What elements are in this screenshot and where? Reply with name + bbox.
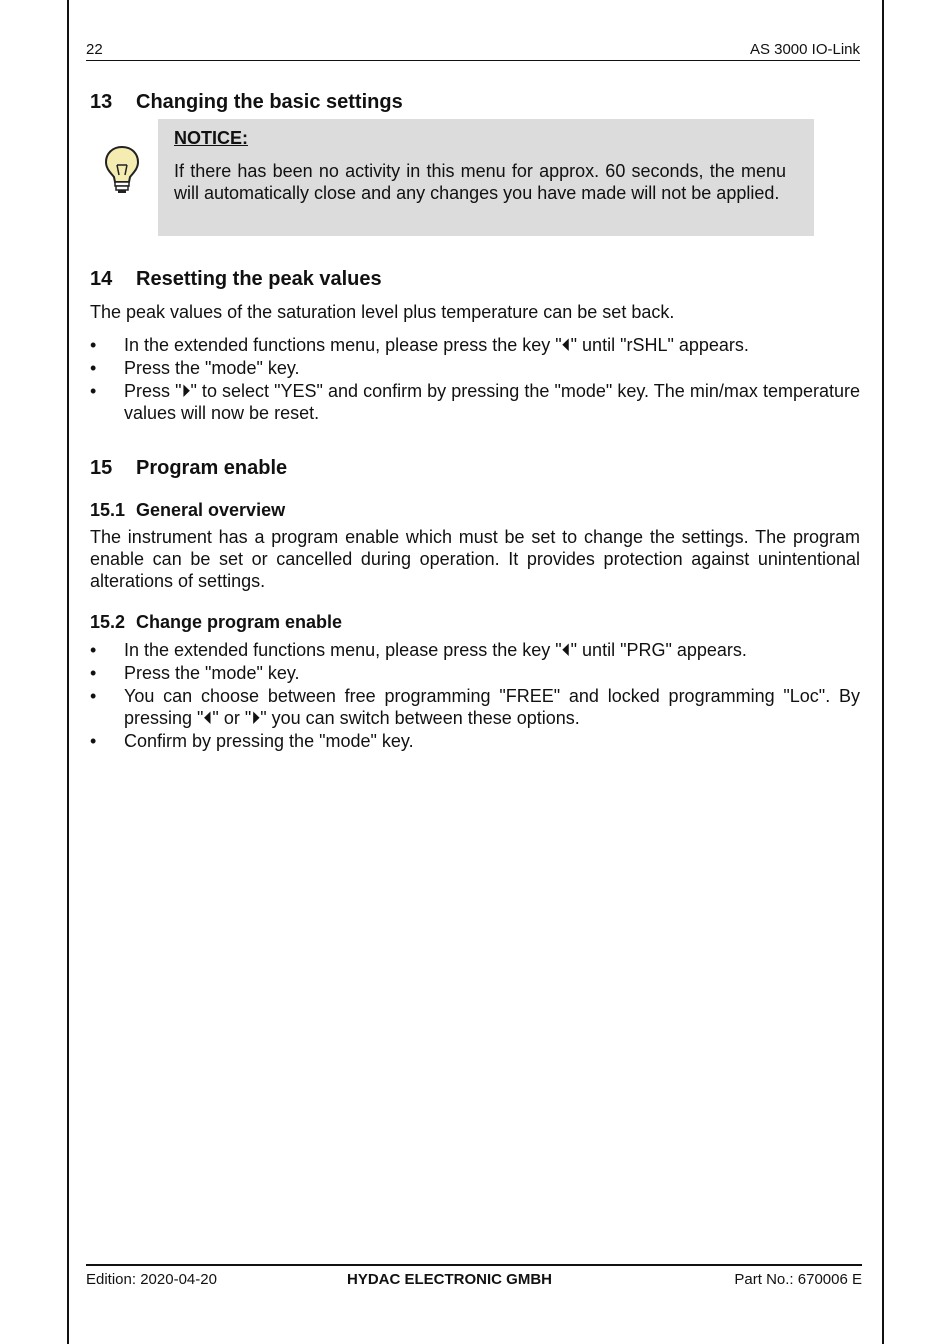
- subsection-number: 15.2: [90, 612, 126, 632]
- subsection-title: General overview: [136, 500, 286, 520]
- list-item: • You can choose between free programming "FREE" and locked programming "Loc". By pressing "⏴" or "⏵" you can switch between these options.: [90, 685, 860, 729]
- lightbulb-icon: [104, 145, 140, 195]
- list-item: • Press "⏵" to select "YES" and confirm by pressing the "mode" key. The min/max temperature values will now be reset.: [90, 380, 860, 424]
- left-margin-line: [67, 0, 69, 1344]
- edition-date: Edition: 2020-04-20: [86, 1271, 217, 1288]
- subsection-number: 15.1: [90, 500, 126, 520]
- subsection-15-1-text: The instrument has a program enable which must be set to change the settings. The program enable can be set or cancelled during operation. It provides protection against unintentional alterations of settings.: [90, 527, 860, 591]
- list-item: • Press the "mode" key.: [90, 662, 860, 684]
- section-14-intro: The peak values of the saturation level plus temperature can be set back.: [90, 302, 675, 322]
- section-14-bullets: [90, 334, 860, 425]
- company-name: HYDAC ELECTRONIC GMBH: [347, 1271, 552, 1288]
- notice-text: If there has been no activity in this menu for approx. 60 seconds, the menu will automatically close and any changes you have made will not be applied.: [174, 161, 786, 203]
- section-title: Changing the basic settings: [136, 91, 403, 113]
- section-title: Resetting the peak values: [136, 268, 382, 290]
- page-header: [86, 40, 860, 61]
- section-number: 13: [90, 91, 113, 113]
- section-title: Program enable: [136, 457, 288, 479]
- subsection-15-1-heading: [90, 500, 285, 521]
- section-13-heading: [90, 91, 403, 114]
- section-15-heading: [90, 457, 287, 480]
- notice-title: NOTICE:: [174, 128, 248, 148]
- list-item: • Confirm by pressing the "mode" key.: [90, 730, 860, 752]
- page-number: 22: [86, 41, 103, 58]
- subsection-15-2-heading: [90, 612, 342, 633]
- document-title: AS 3000 IO-Link: [749, 41, 860, 58]
- subsection-title: Change program enable: [136, 612, 343, 632]
- page-footer: [86, 1264, 862, 1290]
- right-margin-line: [882, 0, 884, 1344]
- section-14-heading: [90, 268, 382, 291]
- list-item: • Press the "mode" key.: [90, 357, 860, 379]
- part-number: Part No.: 670006 E: [734, 1271, 862, 1288]
- notice-box: [158, 119, 814, 236]
- section-number: 15: [90, 457, 113, 479]
- section-number: 14: [90, 268, 113, 290]
- subsection-15-2-bullets: [90, 639, 860, 753]
- list-item: • In the extended functions menu, please press the key "⏴" until "rSHL" appears.: [90, 334, 860, 356]
- list-item: • In the extended functions menu, please press the key "⏴" until "PRG" appears.: [90, 639, 860, 661]
